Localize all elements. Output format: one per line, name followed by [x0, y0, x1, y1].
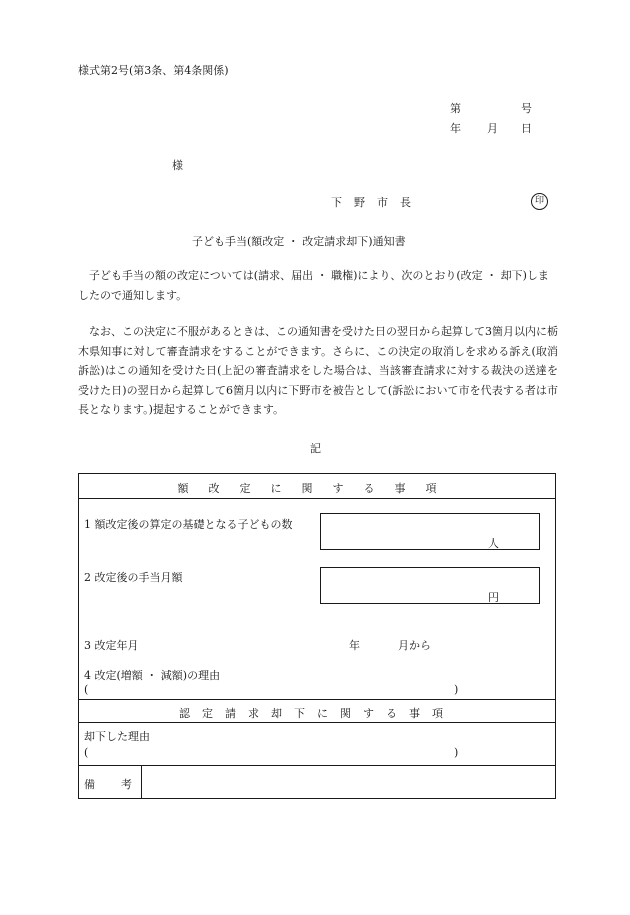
divider [78, 498, 556, 499]
reject-close-paren: ) [454, 746, 459, 759]
date-day: 日 [521, 122, 532, 135]
revision-month-from: 月から [398, 639, 431, 652]
divider [78, 722, 556, 723]
item-child-count-label: 1 額改定後の算定の基礎となる子どもの数 [84, 518, 293, 531]
child-count-unit: 人 [488, 537, 499, 550]
child-count-box[interactable] [320, 513, 540, 550]
revision-year-unit: 年 [349, 639, 360, 652]
monthly-amount-unit: 円 [488, 591, 499, 604]
section-title-amount-revision: 額改定に関する事項 [177, 482, 457, 495]
addressee-suffix: 様 [172, 159, 183, 172]
remarks-field[interactable] [142, 766, 555, 798]
item-revision-reason-label: 4 改定(増額 ・ 減額)の理由 [84, 669, 221, 682]
document-title: 子ども手当(額改定 ・ 改定請求却下)通知書 [192, 235, 406, 248]
section-title-rejection: 認定請求却下に関する事項 [179, 707, 455, 720]
divider [78, 699, 556, 700]
reason-close-paren: ) [454, 683, 459, 696]
doc-no-suffix: 号 [521, 102, 532, 115]
item-revision-date-label: 3 改定年月 [84, 639, 139, 652]
date-year: 年 [450, 122, 461, 135]
monthly-amount-box[interactable] [320, 567, 540, 604]
seal-mark: 印 [531, 193, 548, 210]
reject-reason-label: 却下した理由 [84, 730, 150, 743]
ki-label: 記 [310, 442, 321, 455]
form-number: 様式第2号(第3条、第4条関係) [78, 64, 229, 77]
paragraph-notice: 子ども手当の額の改定については(請求、届出 ・ 職権)により、次のとおり(改定 ・ 却下)しましたので通知します。 [78, 269, 549, 302]
remarks-label: 備考 [84, 778, 158, 791]
issuer-name: 下野市長 [331, 196, 423, 209]
paragraph-appeal: なお、この決定に不服があるときは、この通知書を受けた日の翌日から起算して3箇月以内に栃木県知事に対して審査請求をすることができます。さらに、この決定の取消しを求める訴え(取消訴訟)はこの通知を受けた日(上記の審査請求をした場合は、当該審査請求に対する裁決の送達を受けた日)の翌日から起算して6箇月以内に下野市を被告として(訴訟において市を代表する者は市長となります。)提起することができます。 [78, 325, 558, 416]
reason-open-paren: ( [84, 683, 89, 696]
date-month: 月 [487, 122, 498, 135]
reject-open-paren: ( [84, 746, 89, 759]
doc-no-prefix: 第 [450, 102, 461, 115]
item-monthly-amount-label: 2 改定後の手当月額 [84, 571, 183, 584]
